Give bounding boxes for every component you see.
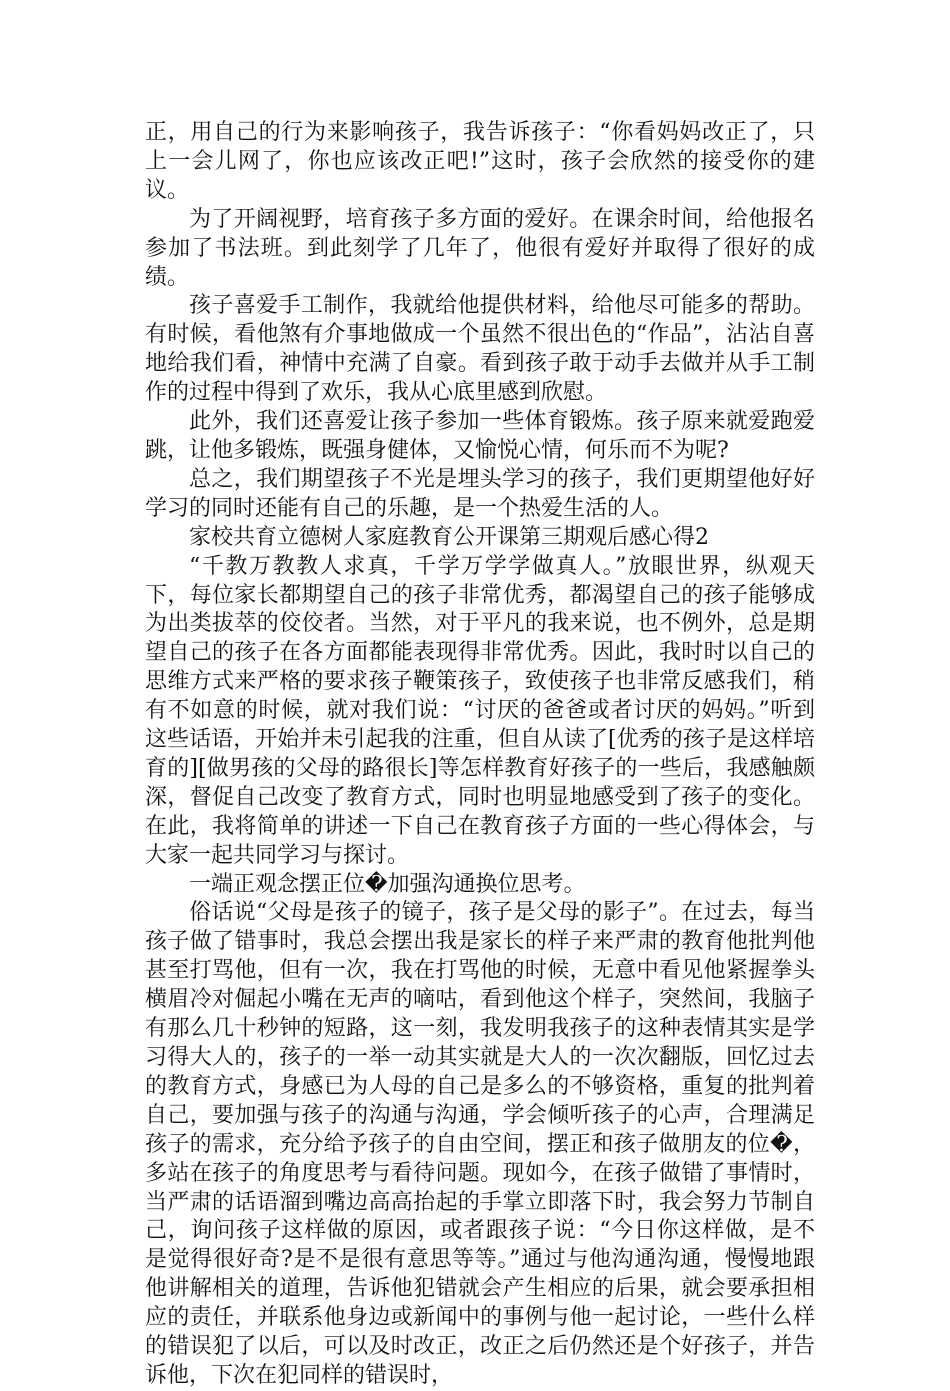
paragraph: 总之，我们期望孩子不光是埋头学习的孩子，我们更期望他好好学习的同时还能有自己的乐趣，是一个热爱生活的人。 [145,466,815,521]
paragraph: 俗话说“父母是孩子的镜子，孩子是父母的影子”。在过去，每当孩子做了错事时，我总会摆出我是家长的样子来严肃的教育他批判他甚至打骂他，但有一次，我在打骂他的时候，无意中看见他紧握拳头横眉冷对倔起小嘴在无声的嘀咕，看到他这个样子，突然间，我脑子有那么几十秒钟的短路，这一刻，我发明我孩子的这种表情其实是学习得大人的，孩子的一举一动其实就是大人的一次次翻版，回忆过去的教育方式，身感已为人母的自己是多么的不够资格，重复的批判着自己，要加强与孩子的沟通与沟通，学会倾听孩子的心声，合理满足孩子的需求，充分给予孩子的自由空间，摆正和孩子做朋友的位�，多站在孩子的角度思考与看待问题。现如今，在孩子做错了事情时，当严肃的话语溜到嘴边高高抬起的手掌立即落下时，我会努力节制自己，询问孩子这样做的原因，或者跟孩子说：“今日你这样做，是不是觉得很好奇?是不是很有意思等等。”通过与他沟通沟通，慢慢地跟他讲解相关的道理，告诉他犯错就会产生相应的后果，就会要承担相应的责任，并联系他身边或新闻中的事例与他一起讨论，一些什么样的错误犯了以后，可以及时改正，改正之后仍然还是个好孩子，并告诉他，下次在犯同样的错误时， [145,900,815,1388]
subheading: 一端正观念摆正位�加强沟通换位思考。 [189,871,586,897]
section-heading: 家校共育立德树人家庭教育公开课第三期观后感心得2 [189,524,709,550]
paragraph: 孩子喜爱手工制作，我就给他提供材料，给他尽可能多的帮助。有时候，看他煞有介事地做成一个虽然不很出色的“作品”，沾沾自喜地给我们看，神情中充满了自豪。看到孩子敢于动手去做并从手工制作的过程中得到了欢乐，我从心底里感到欣慰。 [145,293,815,406]
paragraph: “千教万教教人求真，千学万学学做真人。”放眼世界，纵观天下，每位家长都期望自己的孩子非常优秀，都渴望自己的孩子能够成为出类拔萃的佼佼者。当然，对于平凡的我来说，也不例外，总是期望自己的孩子在各方面都能表现得非常优秀。因此，我时时以自己的思维方式来严格的要求孩子鞭策孩子，致使孩子也非常反感我们，稍有不如意的时候，就对我们说：“讨厌的爸爸或者讨厌的妈妈。”听到这些话语，开始并未引起我的注重，但自从读了[优秀的孩子是这样培育的][做男孩的父母的路很长]等怎样教育好孩子的一些后，我感触颇深，督促自己改变了教育方式，同时也明显地感受到了孩子的变化。在此，我将简单的讲述一下自己在教育孩子方面的一些心得体会，与大家一起共同学习与探讨。 [145,553,815,868]
paragraph: 此外，我们还喜爱让孩子参加一些体育锻炼。孩子原来就爱跑爱跳，让他多锻炼，既强身健体，又愉悦心情，何乐而不为呢? [145,409,815,463]
document-body [145,119,815,1391]
paragraph: 为了开阔视野，培育孩子多方面的爱好。在课余时间，给他报名参加了书法班。到此刻学了几年了，他很有爱好并取得了很好的成绩。 [145,206,815,290]
paragraph: 正，用自己的行为来影响孩子，我告诉孩子：“你看妈妈改正了，只上一会儿网了，你也应该改正吧!”这时，孩子会欣然的接受你的建议。 [145,120,815,203]
